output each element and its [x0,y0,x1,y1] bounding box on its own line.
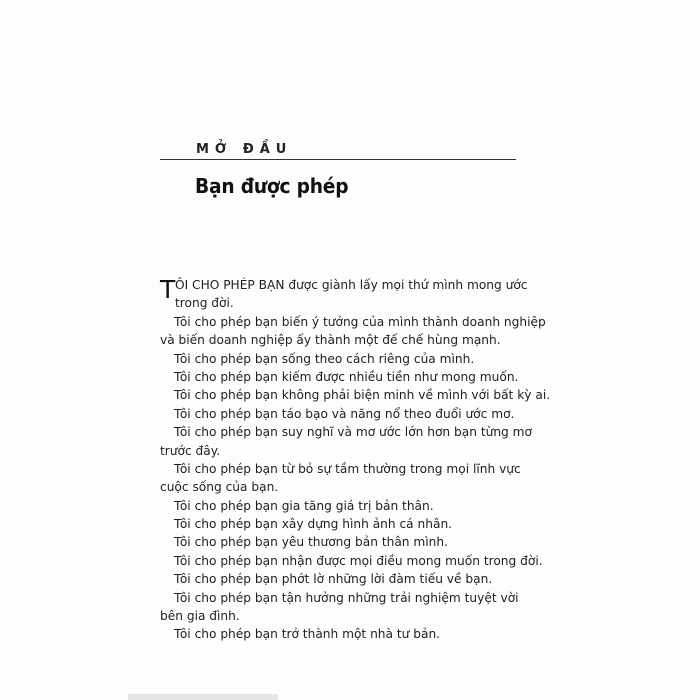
chapter-rule [160,159,516,160]
page-edge-shadow [128,694,278,700]
paragraph-11: Tôi cho phép bạn yêu thương bản thân mình. [174,535,448,550]
paragraph-8-line-1: Tôi cho phép bạn từ bỏ sự tầm thường trong mọi lĩnh vực [174,461,521,476]
paragraph-14-line-2: bên gia đình. [160,609,240,624]
paragraph-2-line-1: Tôi cho phép bạn biến ý tưởng của mình thành doanh nghiệp [174,314,546,329]
paragraph-5: Tôi cho phép bạn không phải biện minh về mình với bất kỳ ai. [174,388,551,403]
paragraph-14-line-1: Tôi cho phép bạn tận hưởng những trải nghiệm tuyệt vời [174,590,519,605]
paragraph-7-line-2: trước đây. [160,443,221,458]
paragraph-8-line-2: cuộc sống của bạn. [160,480,279,495]
paragraph-10: Tôi cho phép bạn xây dựng hình ảnh cá nhân. [174,517,453,532]
paragraph-3: Tôi cho phép bạn sống theo cách riêng của mình. [174,351,475,366]
paragraph-7-line-1: Tôi cho phép bạn suy nghĩ và mơ ước lớn hơn bạn từng mơ [174,425,533,440]
paragraph-1-text: ÔI CHO PHÉP BẠN được giành lấy mọi thứ mình mong ước [175,278,528,292]
paragraph-15: Tôi cho phép bạn trở thành một nhà tư bản. [174,627,441,642]
paragraph-4: Tôi cho phép bạn kiếm được nhiều tiền như mong muốn. [174,369,519,384]
chapter-label: MỞ ĐẦU [196,142,293,157]
paragraph-12: Tôi cho phép bạn nhận được mọi điều mong muốn trong đời. [174,553,543,568]
body-text [160,275,551,644]
paragraph-9: Tôi cho phép bạn gia tăng giá trị bản thân. [174,498,434,513]
paragraph-6: Tôi cho phép bạn táo bạo và năng nổ theo đuổi ước mơ. [174,406,515,421]
paragraph-2-line-2: và biến doanh nghiệp ấy thành một đế chế hùng mạnh. [160,333,501,348]
paragraph-13: Tôi cho phép bạn phớt lờ những lời đàm tiếu về bạn. [174,572,493,587]
chapter-title: Bạn được phép [195,174,349,198]
drop-cap: T [160,275,176,304]
paragraph-1-line-2: trong đời. [175,296,234,311]
